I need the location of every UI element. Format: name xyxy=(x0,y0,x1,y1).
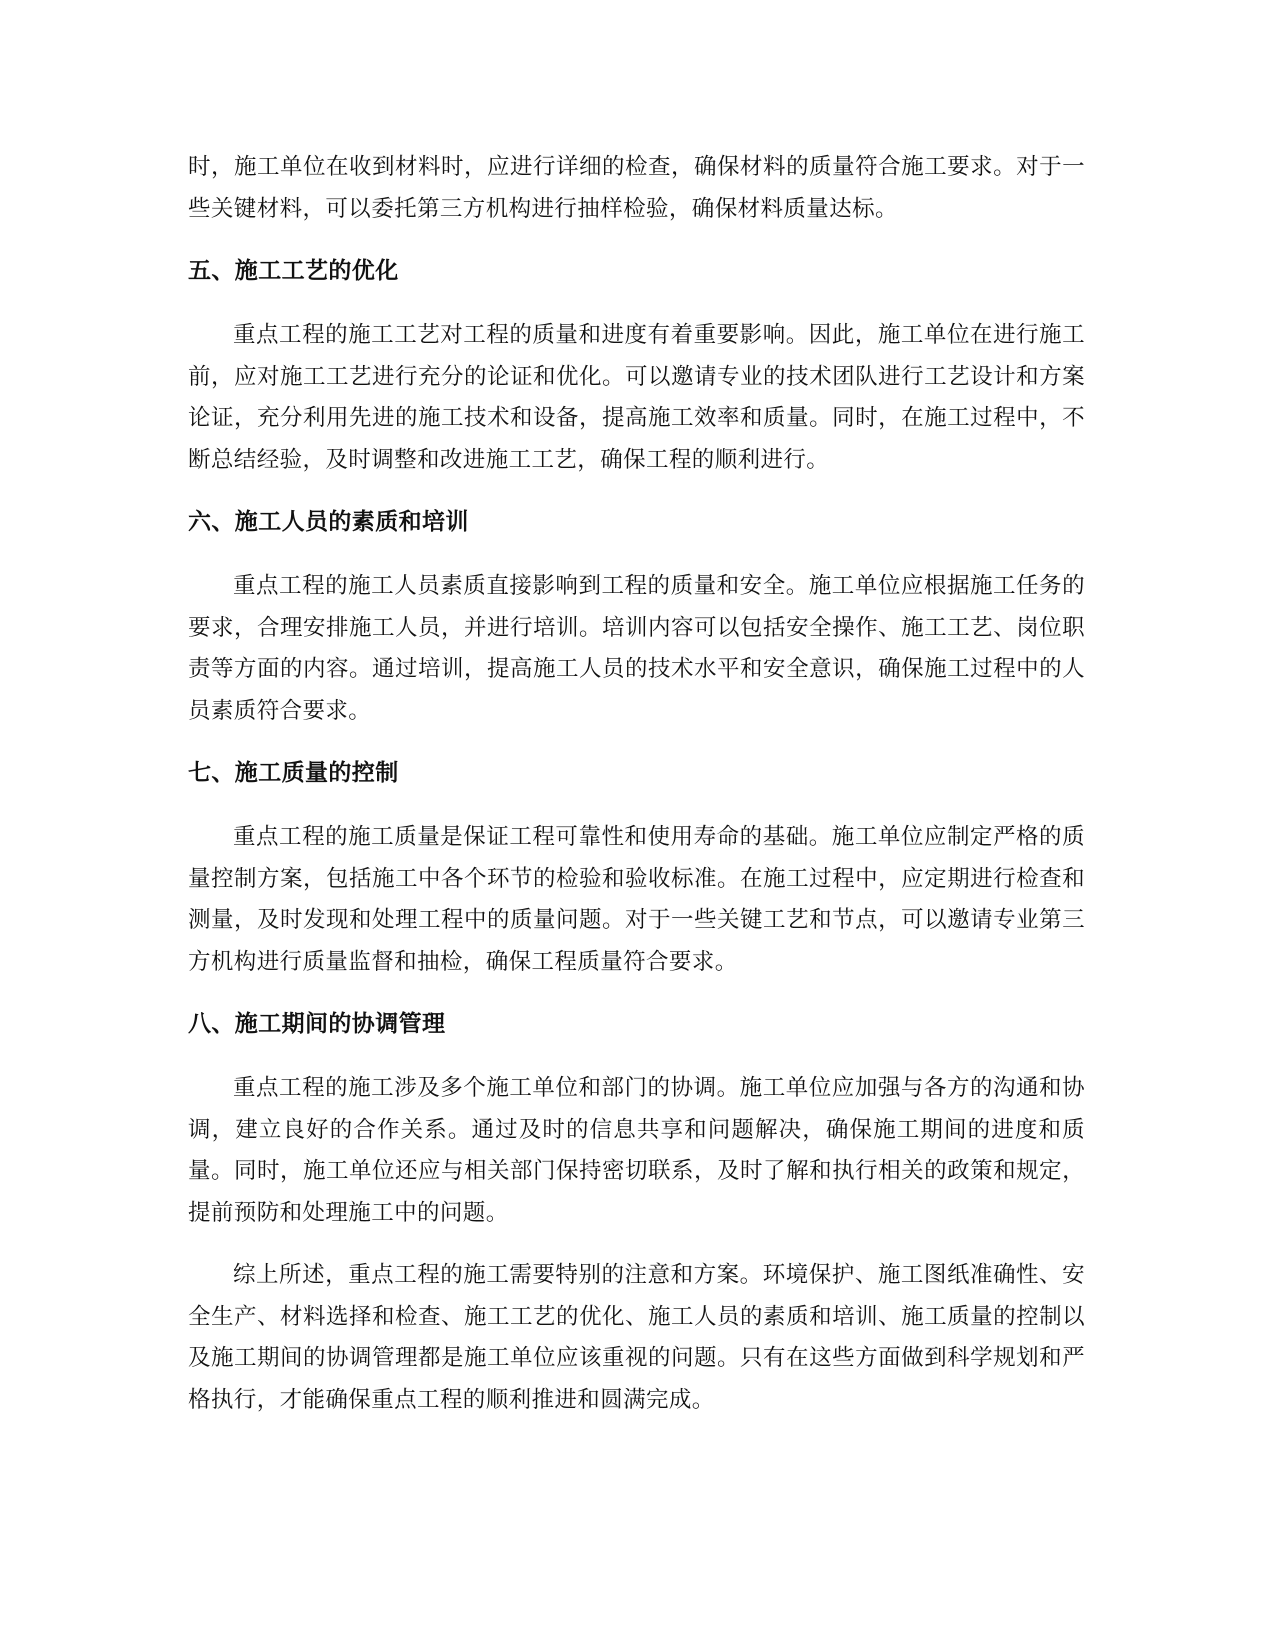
section-heading-6: 六、施工人员的素质和培训 xyxy=(188,509,469,535)
paragraph-section-5: 重点工程的施工工艺对工程的质量和进度有着重要影响。因此，施工单位在进行施工前，应对施工工艺进行充分的论证和优化。可以邀请专业的技术团队进行工艺设计和方案论证，充分利用先进的施工技术和设备，提高施工效率和质量。同时，在施工过程中，不断总结经验，及时调整和改进施工工艺，确保工程的顺利进行。 xyxy=(188,322,1085,473)
section-heading-8: 八、施工期间的协调管理 xyxy=(188,1011,446,1037)
section-heading-7: 七、施工质量的控制 xyxy=(188,760,399,786)
paragraph-section-8: 重点工程的施工涉及多个施工单位和部门的协调。施工单位应加强与各方的沟通和协调，建立良好的合作关系。通过及时的信息共享和问题解决，确保施工期间的进度和质量。同时，施工单位还应与相关部门保持密切联系，及时了解和执行相关的政策和规定，提前预防和处理施工中的问题。 xyxy=(188,1075,1085,1226)
paragraph-section-6: 重点工程的施工人员素质直接影响到工程的质量和安全。施工单位应根据施工任务的要求，合理安排施工人员，并进行培训。培训内容可以包括安全操作、施工工艺、岗位职责等方面的内容。通过培训，提高施工人员的技术水平和安全意识，确保施工过程中的人员素质符合要求。 xyxy=(188,573,1085,724)
document-body xyxy=(188,147,1085,1442)
paragraph-section-7: 重点工程的施工质量是保证工程可靠性和使用寿命的基础。施工单位应制定严格的质量控制方案，包括施工中各个环节的检验和验收标准。在施工过程中，应定期进行检查和测量，及时发现和处理工程中的质量问题。对于一些关键工艺和节点，可以邀请专业第三方机构进行质量监督和抽检，确保工程质量符合要求。 xyxy=(188,824,1085,975)
section-heading-5: 五、施工工艺的优化 xyxy=(188,258,399,284)
paragraph-continued: 时，施工单位在收到材料时，应进行详细的检查，确保材料的质量符合施工要求。对于一些关键材料，可以委托第三方机构进行抽样检验，确保材料质量达标。 xyxy=(188,154,1085,222)
paragraph-conclusion: 综上所述，重点工程的施工需要特别的注意和方案。环境保护、施工图纸准确性、安全生产、材料选择和检查、施工工艺的优化、施工人员的素质和培训、施工质量的控制以及施工期间的协调管理都是施工单位应该重视的问题。只有在这些方面做到科学规划和严格执行，才能确保重点工程的顺利推进和圆满完成。 xyxy=(188,1262,1085,1413)
